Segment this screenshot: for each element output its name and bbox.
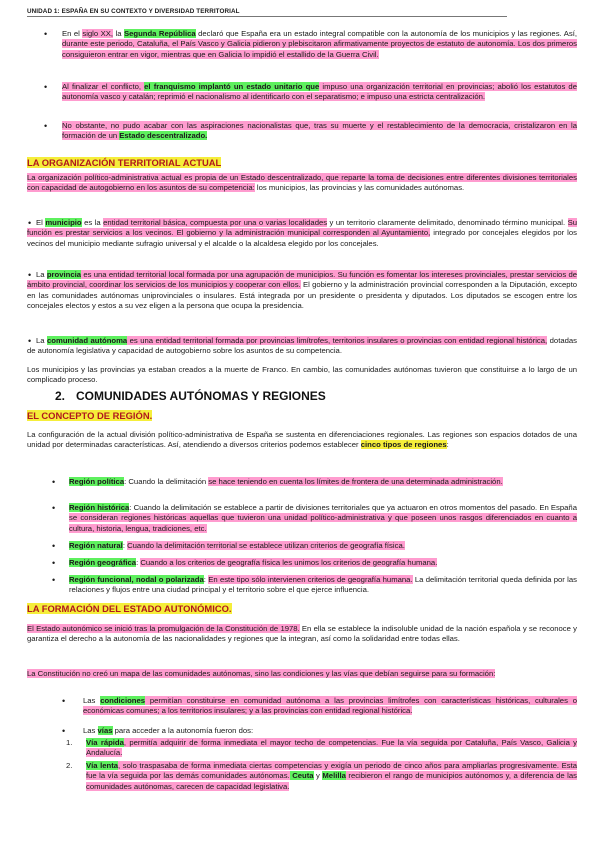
paragraph-organizacion: La organización político-administrativa actual es propia de un Estado descentralizado, que reparte la toma de decisiones entre diferentes divisiones territoriales con capacidad de autogobierno en los asuntos de su competencia: los municipios, las provincias y las comunidades autónomas. [27,173,577,193]
section-number: 2. [55,389,66,403]
region-type-item: Región política: Cuando la delimitación se hace teniendo en cuenta los límites de frontera de una determinada administración. [69,477,503,486]
paragraph-vias: Las vías para acceder a la autonomía fueron dos: [83,726,254,735]
heading-concepto-region: EL CONCEPTO DE REGIÓN. [27,410,153,421]
paragraph-via-lenta: Vía lenta, solo traspasaba de forma inmediata ciertas competencias y exigía un periodo de cinco años para ampliarlas progresivamente. Esta fue la vía seguida por las demás comunidades autónomas. Ceuta y Melilla recibieron el rango de municipios autónomos y, a diferencia de las comunidades autónomas, carecen de capacidad legislativa. [86,761,577,791]
region-type-item: Región funcional, nodal o polarizada: En este tipo sólo intervienen criterios de geografía humana. La delimitación territorial queda definida por las relaciones y flujos entre una ciudad principal y el territorio sobre el que ejerce influencia. [69,575,577,595]
region-type-item: Región geográfica: Cuando a los criterios de geografía física les unimos los criterios de geografía humana. [69,558,438,567]
bullet-dot: • [28,336,32,346]
bullet-dot: • [52,541,56,551]
bullet-dot: • [52,558,56,568]
paragraph-configuracion: La configuración de la actual división político-administrativa de España se sustenta en diferenciaciones regionales. Las regiones son espacios dotados de una unidad por determinadas características. Así, atendiendo a diversos criterios podemos establecer cinco tipos de regiones: [27,430,577,450]
paragraph-franquismo: Al finalizar el conflicto, el franquismo implantó un estado unitario que impuso una organización territorial en provincias; abolió los estatutos de autonomía vasco y catalán; reprimió el nacionalismo al identificarlo con el separatismo; e impuso una estricta centralización. [62,82,577,102]
bullet-dot: • [52,477,56,487]
bullet-dot: • [44,82,48,92]
bullet-dot: • [62,696,66,706]
paragraph-via-rapida: Vía rápida, permitía adquirir de forma inmediata el mayor techo de competencias. Fue la vía seguida por Cataluña, País Vasco, Galicia y Andalucía. [86,738,577,758]
paragraph-municipios-provincias: Los municipios y las provincias ya estaban creados a la muerte de Franco. En cambio, las comunidades autónomas tuvieron que constituirse a lo largo de un complicado proceso. [27,365,577,385]
paragraph-segunda-republica: En el siglo XX, la Segunda República declaró que España era un estado integral compatible con la autonomía de los municipios y las regiones. Así, durante este periodo, Cataluña, el País Vasco y Galicia pidieron y plebiscitaron afirmativamente proyectos de estatuto de autonomía. Los dos primeros consiguieron entrar en vigor, mientras que en Galicia lo impidió el estallido de la Guerra Civil. [62,29,577,59]
region-type-item: Región natural: Cuando la delimitación territorial se establece utilizan criterios de geografía física. [69,541,405,550]
paragraph-comunidad-autonoma: La comunidad autónoma es una entidad territorial formada por provincias limítrofes, territorios insulares o provincias con entidad regional histórica, dotadas de autonomía legislativa y capacidad de autogobierno sobre los asuntos de su competencia. [27,336,577,356]
paragraph-condiciones: Las condiciones permitían constituirse en comunidad autónoma a las provincias limítrofes con características históricas, culturales o económicas comunes; a los territorios insulares; y a las provincias con entidad regional histórica. [83,696,577,716]
list-number: 1. [66,738,73,747]
paragraph-provincia: La provincia es una entidad territorial local formada por una agrupación de municipios. Su función es fomentar los intereses provinciales, prestar servicios de ámbito provincial, coordinar los servicios de los municipios y cooperar con ellos. El gobierno y la administración provincial corresponden a la Diputación, excepto en las comunidades autónomas uniprovinciales o insulares. Está integrada por un presidente o presidenta y diputados. Los diputados se escogen entre los concejales electos y estos a su vez eligen a la persona que ocupa la presidencia. [27,270,577,310]
region-type-item: Región histórica: Cuando la delimitación se establece a partir de divisiones territoriales que ya actuaron en otros momentos del pasado. En España se consideran regiones históricas aquellas que tuvieron una unidad político-administrativa y que poseen unos rasgos diferenciados en cuanto a cultura, historia, lengua, tradiciones, etc. [69,503,577,533]
paragraph-estado-autonomico: El Estado autonómico se inició tras la promulgación de la Constitución de 1978. En ella se establece la indisoluble unidad de la nación española y se reconoce y garantiza el derecho a la autonomía de las nacionalidades y regiones que la integran, así como la solidaridad entre todas ellas. [27,624,577,644]
paragraph-no-obstante: No obstante, no pudo acabar con las aspiraciones nacionalistas que, tras su muerte y el restablecimiento de la democracia, cristalizaron en la formación de un Estado descentralizado. [62,121,577,141]
paragraph-constitucion: La Constitución no creó un mapa de las comunidades autónomas, sino las condiciones y las vías que debían seguirse para su formación: [27,669,496,678]
bullet-dot: • [44,121,48,131]
list-number: 2. [66,761,73,770]
heading-organizacion-territorial: LA ORGANIZACIÓN TERRITORIAL ACTUAL [27,157,222,168]
heading-formacion-estado: LA FORMACIÓN DEL ESTADO AUTONÓMICO. [27,603,232,614]
bullet-dot: • [62,726,66,736]
bullet-dot: • [52,503,56,513]
section-title: COMUNIDADES AUTÓNOMAS Y REGIONES [76,389,326,403]
paragraph-municipio: El municipio es la entidad territorial básica, compuesta por una o varias localidades y un territorio claramente delimitado, denominado término municipal. Su función es prestar servicios a los vecinos. El gobierno y la administración municipal corresponden al Ayuntamiento, integrado por concejales elegidos por los vecinos del municipio mediante sufragio universal y el alcalde o la alcaldesa elegido por los concejales. [27,218,578,248]
bullet-dot: • [28,270,32,280]
bullet-dot: • [44,29,48,39]
running-header: UNIDAD 1: ESPAÑA EN SU CONTEXTO Y DIVERSIDAD TERRITORIAL [27,8,507,17]
bullet-dot: • [52,575,56,585]
bullet-dot: • [28,218,32,228]
